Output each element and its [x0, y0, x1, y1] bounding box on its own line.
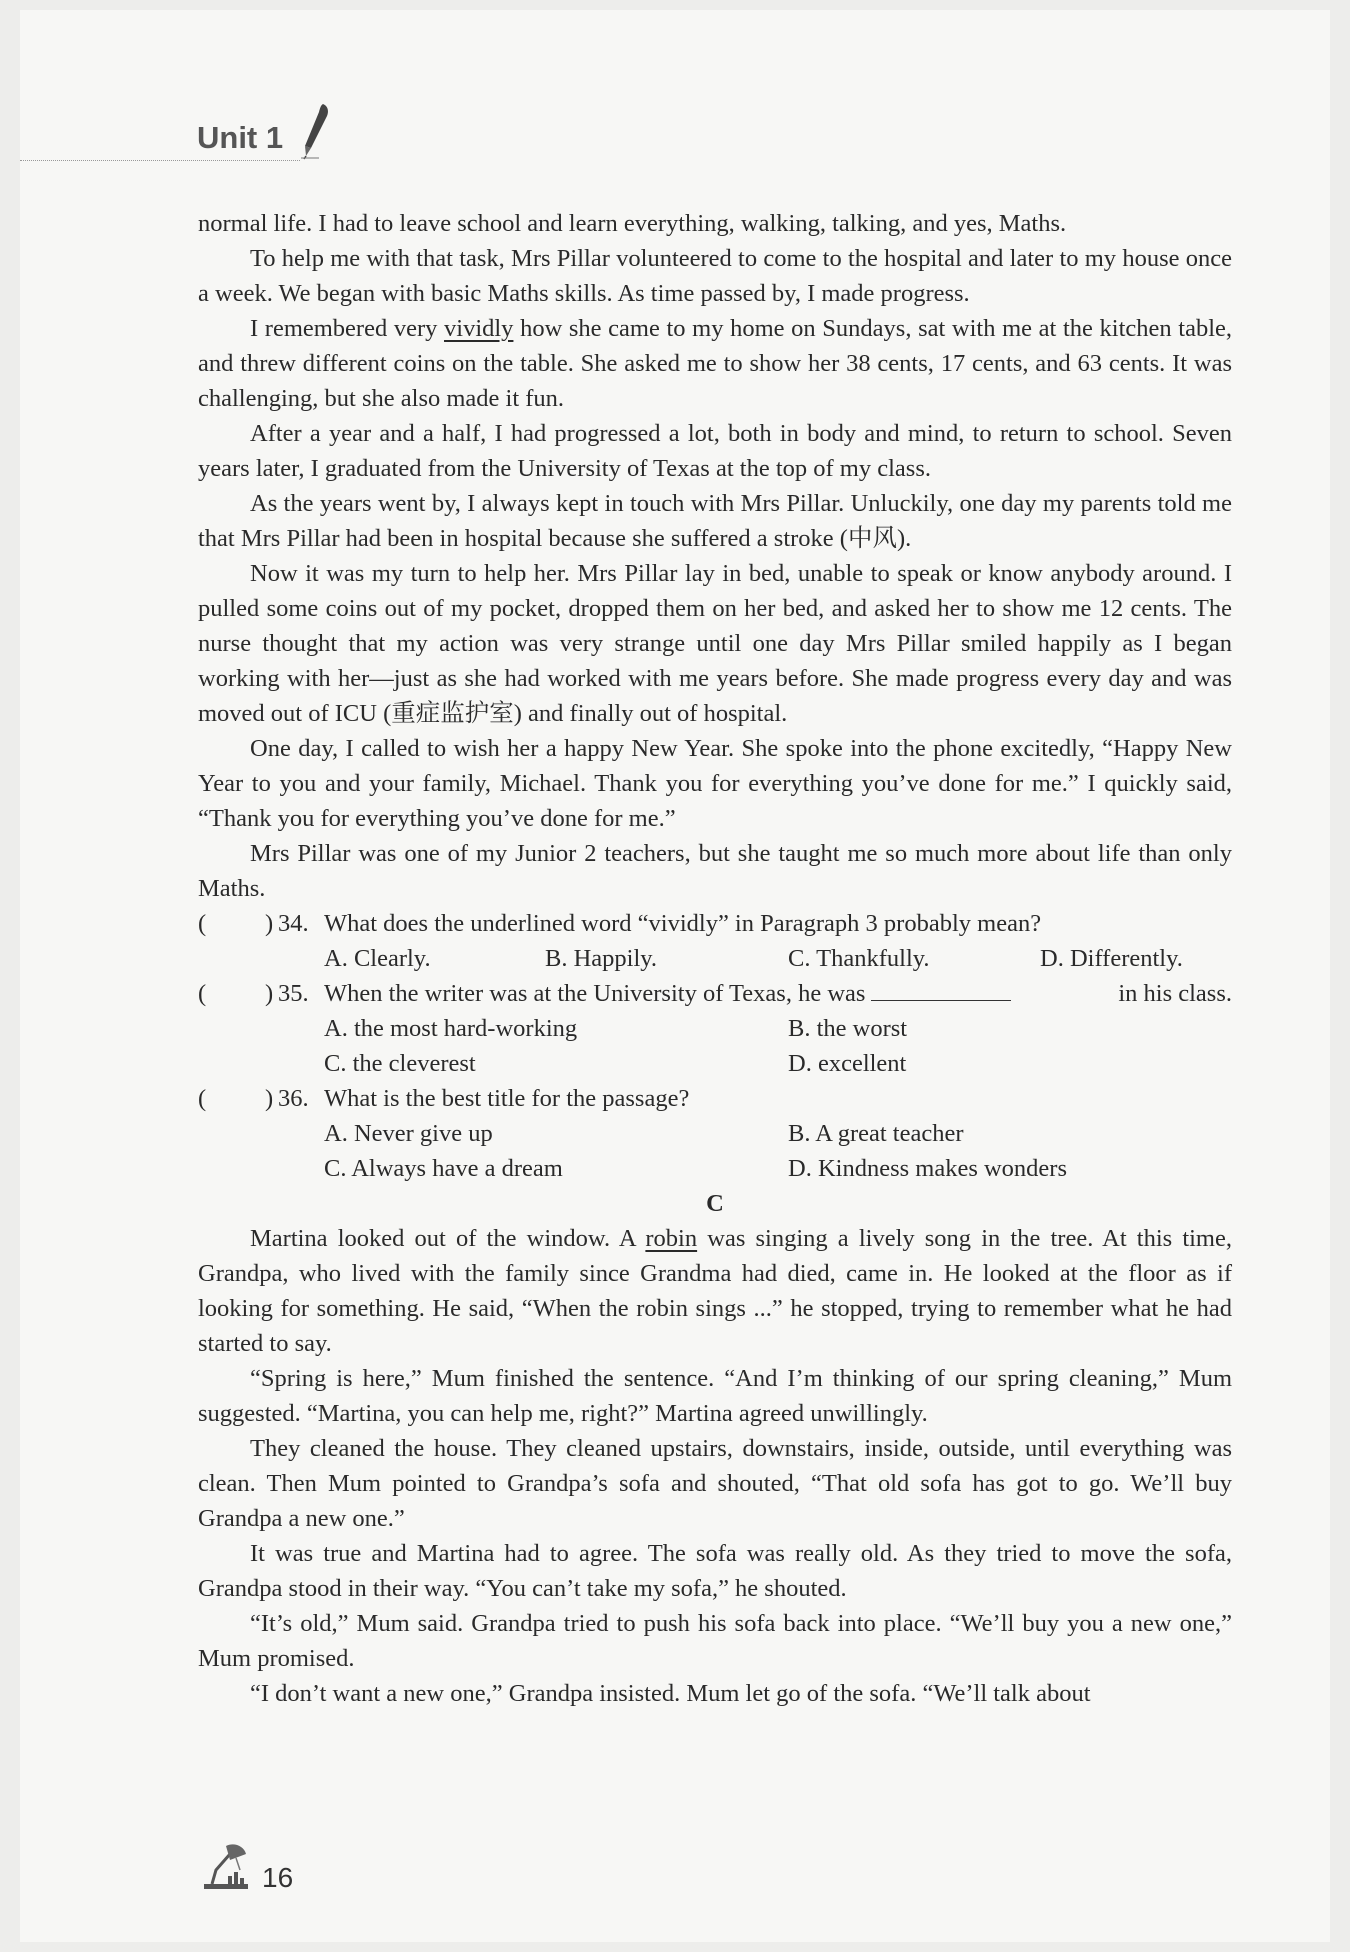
- question-text: What is the best title for the passage?: [324, 1085, 690, 1112]
- passage-paragraph: “It’s old,” Mum said. Grandpa tried to push his sofa back into place. “We’ll buy you a new one,” Mum promised.: [198, 1610, 1232, 1672]
- underlined-word: vividly: [444, 315, 514, 342]
- question-36: [198, 1081, 1232, 1116]
- passage-paragraph: normal life. I had to leave school and learn everything, walking, talking, and yes, Maths.: [198, 210, 1067, 237]
- question-text: When the writer was at the University of Texas, he was: [324, 980, 866, 1007]
- question-number: 34.: [278, 910, 309, 937]
- question-text-tail: in his class.: [1118, 980, 1232, 1007]
- answer-paren-close: ): [265, 910, 274, 937]
- question-options: [198, 941, 1232, 976]
- passage-paragraph: “Spring is here,” Mum finished the sentence. “And I’m thinking of our spring cleaning,” Mum suggested. “Martina, you can help me, right?” Martina agreed unwillingly.: [198, 1365, 1232, 1427]
- option-a: A. Clearly.: [324, 945, 431, 972]
- question-options: [198, 1046, 1232, 1081]
- option-b: B. A great teacher: [788, 1120, 964, 1147]
- passage-paragraph: As the years went by, I always kept in touch with Mrs Pillar. Unluckily, one day my parents told me that Mrs Pillar had been in hospital because she suffered a stroke (中风).: [198, 490, 1232, 552]
- answer-paren-close: ): [265, 980, 274, 1007]
- answer-paren-open: (: [198, 1085, 207, 1112]
- option-d: D. excellent: [788, 1050, 907, 1077]
- reading-passages: [198, 206, 1232, 1711]
- unit-title: Unit 1: [197, 120, 284, 155]
- question-number: 36.: [278, 1085, 309, 1112]
- passage-paragraph: Now it was my turn to help her. Mrs Pillar lay in bed, unable to speak or know anybody around. I pulled some coins out of my pocket, dropped them on her bed, and asked her to show me 12 cents. The nurse thought that my action was very strange until one day Mrs Pillar smiled happily as I began working with her—just as she had worked with me years before. She made progress every day and was moved out of ICU (重症监护室) and finally out of hospital.: [198, 560, 1232, 727]
- option-c: C. Always have a dream: [324, 1155, 563, 1182]
- passage-paragraph: One day, I called to wish her a happy New Year. She spoke into the phone excitedly, “Happy New Year to you and your family, Michael. Thank you for everything you’ve done for me.” I quickly said, “Thank you for everything you’ve done for me.”: [198, 735, 1232, 832]
- option-d: D. Kindness makes wonders: [788, 1155, 1067, 1182]
- option-b: B. the worst: [788, 1015, 908, 1042]
- answer-paren-open: (: [198, 910, 207, 937]
- question-number: 35.: [278, 980, 309, 1007]
- option-b: B. Happily.: [545, 945, 658, 972]
- passage-paragraph: [198, 311, 1232, 416]
- pen-icon: [295, 102, 335, 160]
- workbook-page: [20, 10, 1330, 1942]
- answer-paren-close: ): [265, 1085, 274, 1112]
- desk-lamp-icon: [200, 1840, 256, 1892]
- option-a: A. the most hard-working: [324, 1015, 578, 1042]
- paragraph-text: I remembered very: [250, 315, 445, 342]
- option-c: C. Thankfully.: [788, 945, 930, 972]
- option-d: D. Differently.: [1040, 945, 1183, 972]
- answer-blank: [871, 976, 1011, 1001]
- paragraph-text: how she came to my home on Sundays, sat with me at the kitchen table, and threw different coins on the table. She asked me to show her 38 cents, 17 cents, and 63 cents. It was challenging, but she also made it fun.: [198, 315, 1233, 412]
- question-35: [198, 976, 1232, 1011]
- question-34: [198, 906, 1232, 941]
- question-options: [198, 1011, 1232, 1046]
- option-c: C. the cleverest: [324, 1050, 476, 1077]
- question-options: [198, 1151, 1232, 1186]
- header-divider: [20, 160, 300, 161]
- passage-paragraph: It was true and Martina had to agree. The sofa was really old. As they tried to move the sofa, Grandpa stood in their way. “You can’t take my sofa,” he shouted.: [198, 1540, 1232, 1602]
- paragraph-text: was singing a lively song in the tree. At this time, Grandpa, who lived with the family since Grandma had died, came in. He looked at the floor as if looking for something. He said, “When the robin sings ...” he stopped, trying to remember what he had started to say.: [198, 1225, 1232, 1357]
- passage-paragraph: To help me with that task, Mrs Pillar volunteered to come to the hospital and later to my house once a week. We began with basic Maths skills. As time passed by, I made progress.: [198, 245, 1232, 307]
- passage-paragraph: Mrs Pillar was one of my Junior 2 teachers, but she taught me so much more about life than only Maths.: [198, 840, 1232, 902]
- paragraph-text: Martina looked out of the window. A: [250, 1225, 646, 1252]
- answer-paren-open: (: [198, 980, 207, 1007]
- option-a: A. Never give up: [324, 1120, 493, 1147]
- section-title: C: [706, 1190, 724, 1217]
- passage-paragraph: After a year and a half, I had progressed a lot, both in body and mind, to return to school. Seven years later, I graduated from the University of Texas at the top of my class.: [198, 420, 1232, 482]
- question-text: What does the underlined word “vividly” in Paragraph 3 probably mean?: [324, 910, 1042, 937]
- passage-paragraph: [198, 1221, 1232, 1361]
- page-number: 16: [262, 1862, 294, 1893]
- passage-paragraph: They cleaned the house. They cleaned upstairs, downstairs, inside, outside, until everything was clean. Then Mum pointed to Grandpa’s sofa and shouted, “That old sofa has got to go. We’ll buy Grandpa a new one.”: [198, 1435, 1232, 1532]
- underlined-word: robin: [645, 1225, 698, 1252]
- question-options: [198, 1116, 1232, 1151]
- passage-paragraph: “I don’t want a new one,” Grandpa insisted. Mum let go of the sofa. “We’ll talk about: [250, 1680, 1091, 1707]
